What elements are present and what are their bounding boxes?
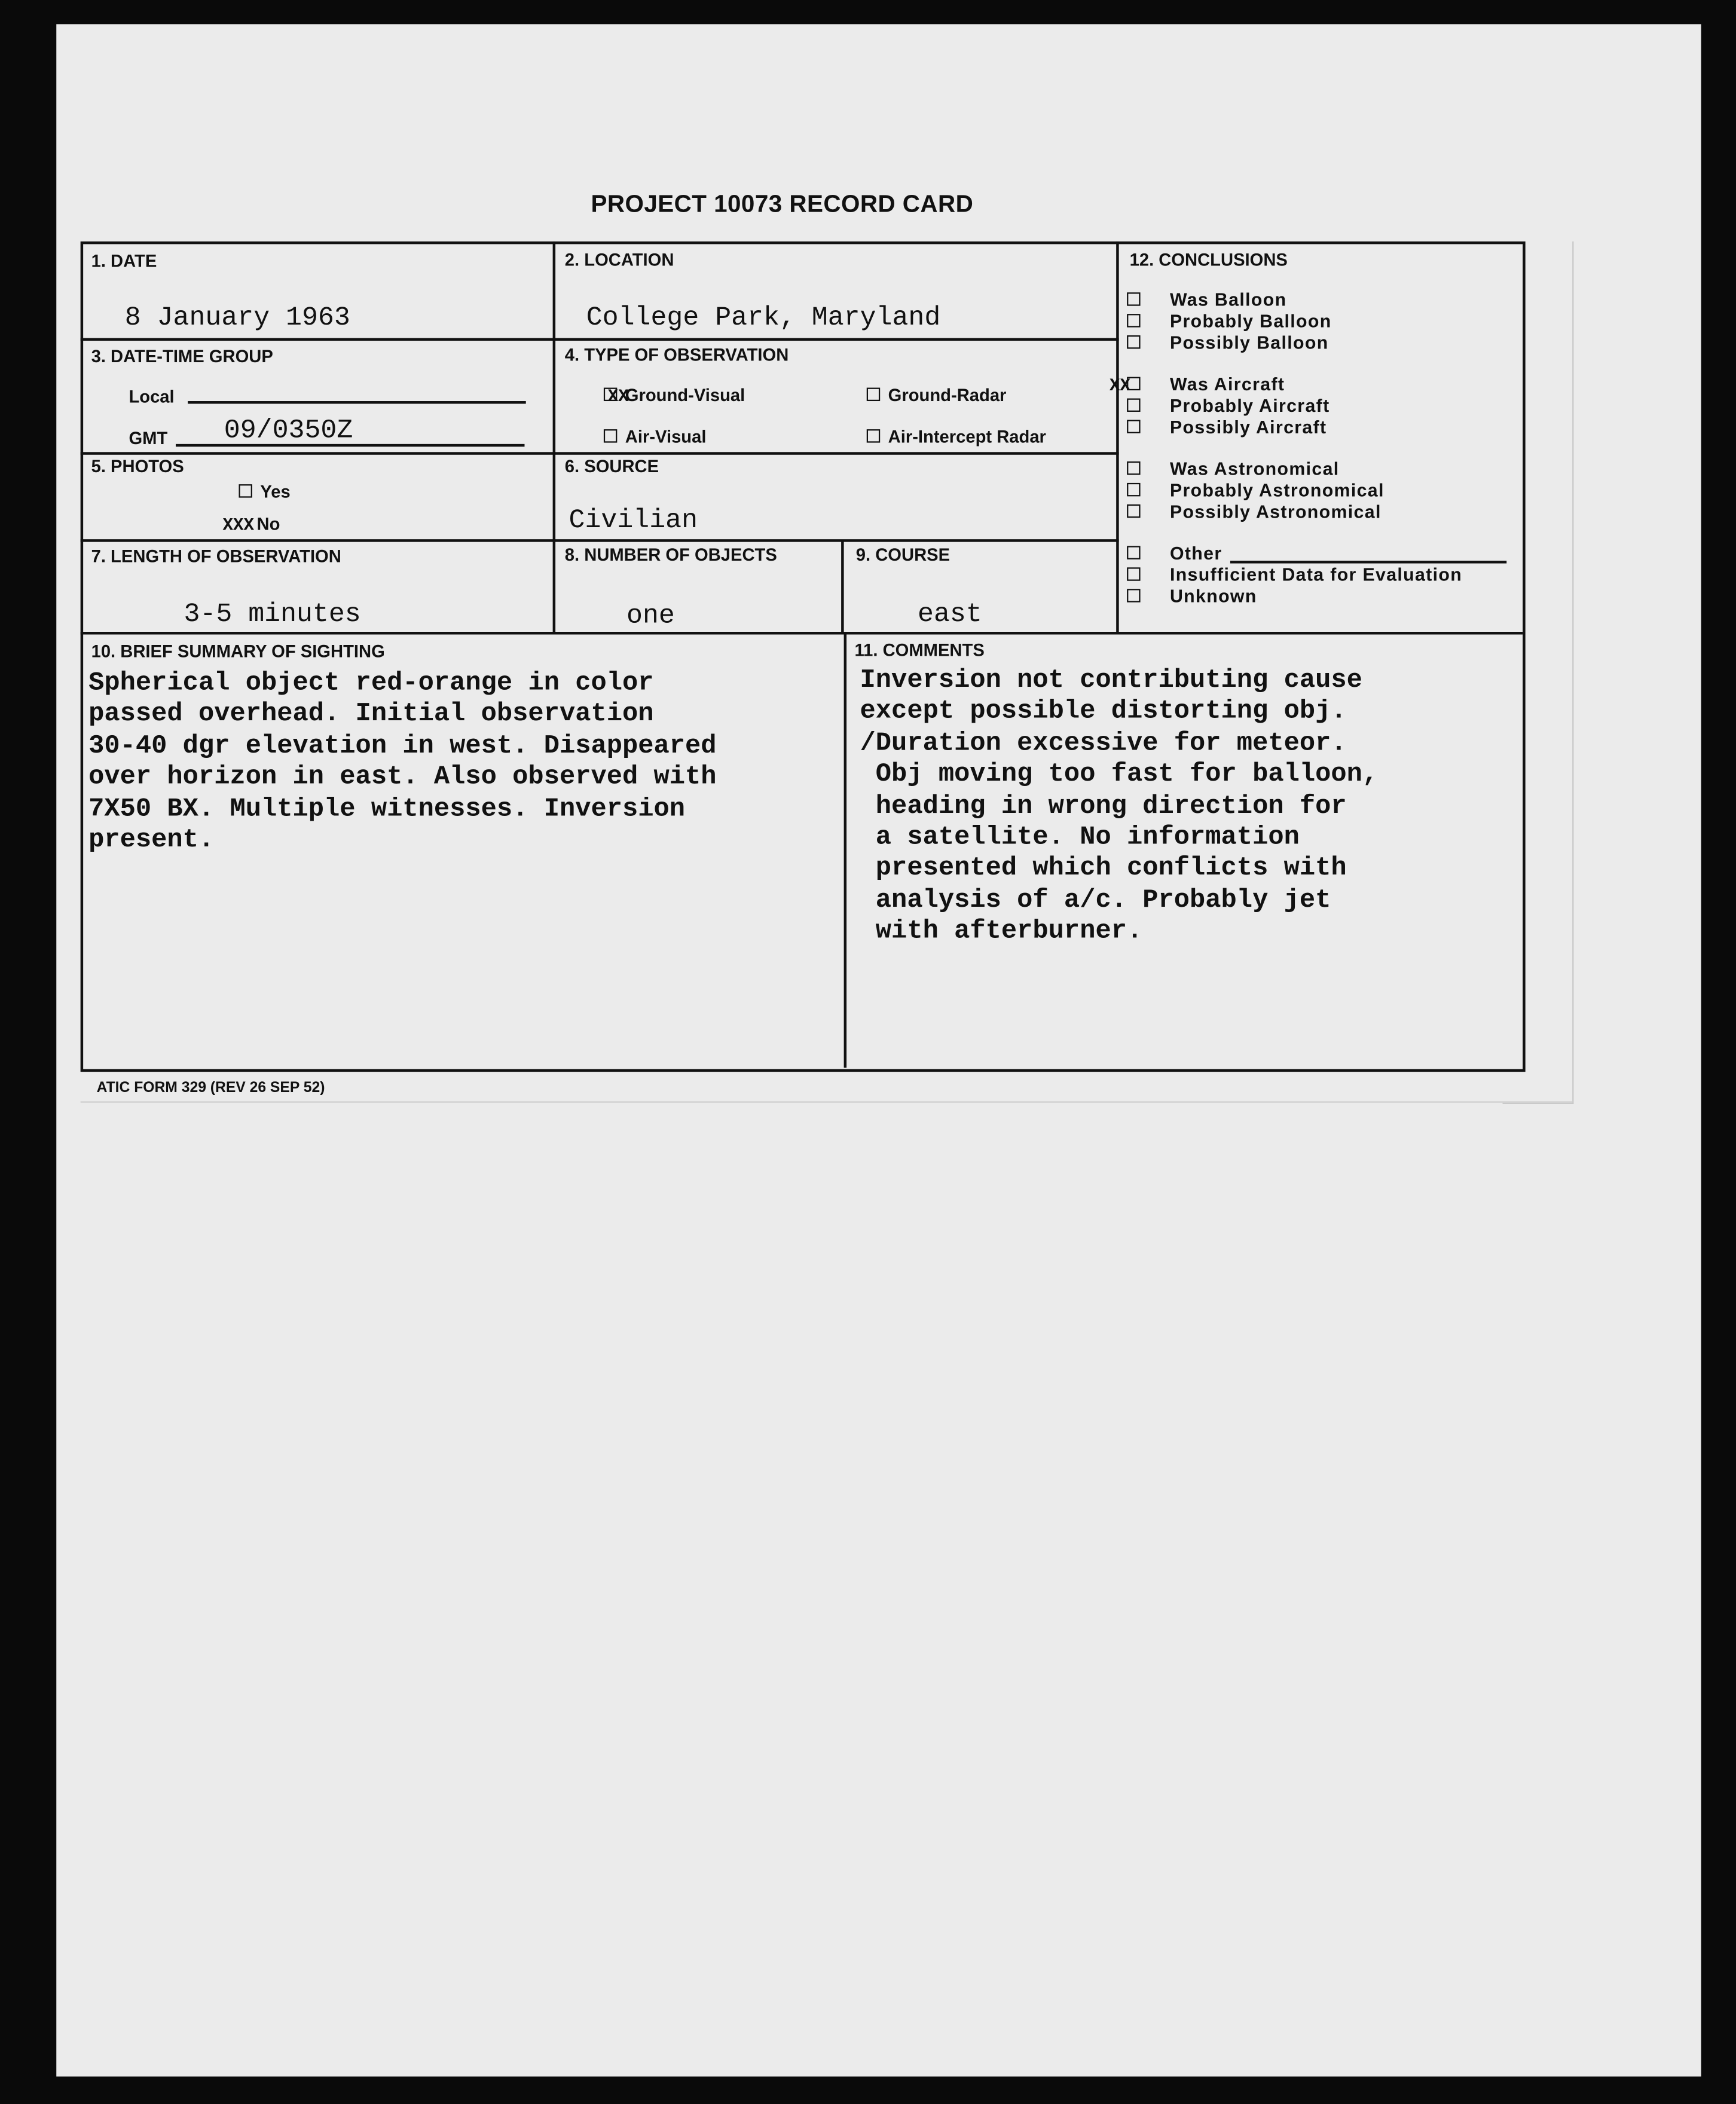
checkbox [867,429,880,442]
option-air-intercept-radar [867,427,1046,447]
typed-x-mark: XX [607,386,629,406]
option-label: Probably Astronomical [1169,480,1384,501]
photos-no [223,514,280,536]
location-label: 2. LOCATION [564,249,674,270]
conclusion-possibly-aircraft [1127,417,1327,438]
checkbox [1127,504,1140,518]
checkbox [1127,546,1140,559]
conclusion-was-aircraft [1127,374,1285,395]
source-value: Civilian [569,506,698,537]
divider [81,539,1119,542]
option-label: Was Astronomical [1169,458,1340,479]
option-label: No [256,513,280,534]
option-label: Possibly Aircraft [1169,417,1327,438]
divider [841,540,843,633]
card-title: PROJECT 10073 RECORD CARD [591,190,974,218]
option-label: Yes [260,481,291,502]
summary-text: Spherical object red-orange in color passed overhead. Initial observation 30-40 dgr elevation in west. Disappeared over horizon in east. Also observed with 7X50 BX. Multiple witnesses. Inversion present. [88,668,717,855]
checkbox [1127,292,1140,305]
location-value: College Park, Maryland [586,303,941,334]
checkbox [1127,461,1140,475]
date-label: 1. DATE [91,250,157,271]
divider [844,633,846,1068]
local-field-line [188,401,526,403]
gmt-value: 09/0350Z [224,415,353,447]
option-label: Ground-Radar [888,385,1007,405]
photos-label: 5. PHOTOS [91,456,184,476]
option-label: Possibly Astronomical [1169,501,1382,522]
divider [81,338,1119,341]
divider [553,241,555,633]
option-label: Air-Intercept Radar [888,426,1046,447]
underlying-sheet-edge-bottom [81,1101,1573,1102]
date-time-group-label: 3. DATE-TIME GROUP [91,346,273,366]
course-value: east [918,600,982,631]
conclusion-possibly-astronomical [1127,501,1382,522]
date-value: 8 January 1963 [124,303,350,334]
option-label: Probably Balloon [1169,311,1332,332]
course-label: 9. COURSE [855,545,950,565]
divider [81,632,1523,634]
option-ground-radar [867,385,1007,405]
conclusion-possibly-balloon [1127,333,1328,353]
option-label: Probably Aircraft [1169,396,1330,416]
summary-label: 10. BRIEF SUMMARY OF SIGHTING [91,641,385,662]
gmt-label: GMT [129,427,168,448]
local-label: Local [129,386,175,406]
checkbox [1127,335,1140,348]
divider [1116,241,1118,633]
checkbox [239,484,252,497]
length-label: 7. LENGTH OF OBSERVATION [91,546,341,567]
form-number: ATIC FORM 329 (REV 26 SEP 52) [96,1079,325,1096]
number-of-objects-label: 8. NUMBER OF OBJECTS [564,545,777,565]
conclusion-was-astronomical [1127,459,1339,479]
source-label: 6. SOURCE [564,456,659,476]
option-label: Was Aircraft [1169,374,1285,395]
option-label: Was Balloon [1169,289,1287,310]
option-label: Insufficient Data for Evaluation [1169,564,1463,585]
option-label: Possibly Balloon [1169,332,1329,353]
conclusion-insufficient-data [1127,565,1462,585]
checkbox [1127,589,1140,602]
checkbox [1127,314,1140,327]
other-field-line [1230,561,1506,562]
checkbox [867,388,880,401]
option-label: Air-Visual [625,426,707,447]
option-label: Other [1169,543,1222,564]
checkbox [1127,399,1140,412]
conclusion-unknown [1127,586,1257,607]
checkbox [604,429,617,442]
conclusions-label: 12. CONCLUSIONS [1129,249,1288,270]
typed-x-mark: XXX [222,515,255,536]
comments-text: Inversion not contributing cause except possible distorting obj. /Duration excessive for meteor. Obj moving too fast for balloon, heading in wrong direction for a satellite. No information presented which conflicts with analysis of a/c. Probably jet with afterburner. [860,665,1379,946]
option-label: Ground-Visual [625,385,745,405]
conclusion-other [1127,543,1222,564]
type-of-observation-label: 4. TYPE OF OBSERVATION [564,344,789,365]
conclusion-probably-balloon [1127,311,1332,332]
option-label: Unknown [1169,586,1257,607]
length-value: 3-5 minutes [184,600,361,631]
conclusion-was-balloon [1127,290,1286,310]
option-air-visual [604,427,707,447]
comments-label: 11. COMMENTS [854,640,985,660]
divider [81,452,1119,454]
conclusion-probably-aircraft [1127,396,1329,416]
checkbox [1127,483,1140,496]
conclusion-probably-astronomical [1127,480,1384,500]
number-of-objects-value: one [626,601,675,632]
checkbox [1127,567,1140,580]
checkbox [1127,420,1140,433]
typed-x-mark: XX [1109,375,1130,396]
photos-yes [239,482,290,502]
